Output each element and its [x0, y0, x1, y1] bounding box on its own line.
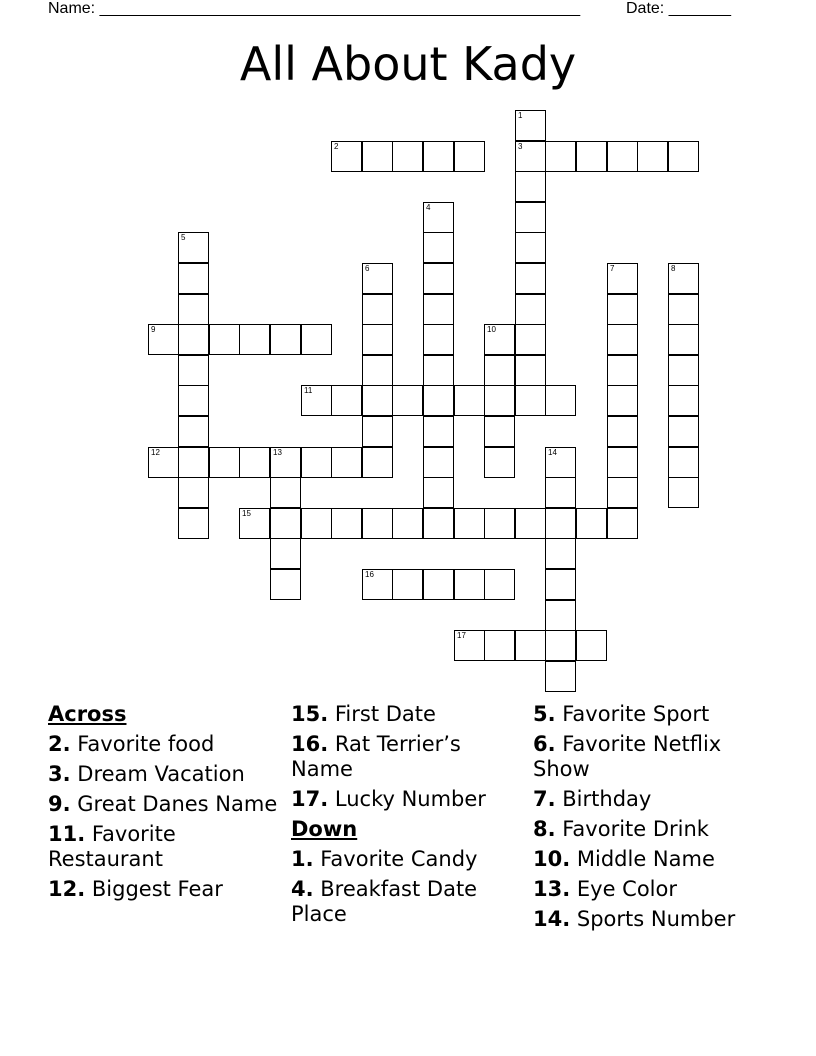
- grid-cell[interactable]: [362, 508, 393, 539]
- grid-cell[interactable]: [362, 355, 393, 386]
- clue-item-text: Favorite food: [70, 732, 215, 756]
- grid-cell[interactable]: [515, 355, 546, 386]
- grid-cell[interactable]: [331, 508, 362, 539]
- grid-cell[interactable]: [301, 447, 332, 478]
- grid-cell[interactable]: [423, 263, 454, 294]
- clue-number: 9: [151, 325, 156, 334]
- grid-cell[interactable]: [178, 477, 209, 508]
- grid-cell[interactable]: [515, 110, 546, 141]
- clue-item-number: 14.: [533, 907, 571, 931]
- grid-cell[interactable]: [607, 385, 638, 416]
- grid-cell[interactable]: [178, 385, 209, 416]
- grid-cell[interactable]: [239, 324, 270, 355]
- grid-cell[interactable]: [362, 385, 393, 416]
- grid-cell[interactable]: [178, 355, 209, 386]
- clue-item-text: Favorite Restaurant: [48, 822, 176, 871]
- grid-cell[interactable]: [239, 508, 270, 539]
- clue-number: 2: [334, 142, 339, 151]
- grid-cell[interactable]: [484, 355, 515, 386]
- grid-cell[interactable]: [423, 416, 454, 447]
- clue-item: [291, 877, 523, 927]
- grid-cell[interactable]: [423, 232, 454, 263]
- grid-cell[interactable]: [392, 141, 423, 172]
- clue-item-number: 8.: [533, 817, 556, 841]
- clue-item-number: 5.: [533, 702, 556, 726]
- grid-cell[interactable]: [331, 385, 362, 416]
- grid-cell[interactable]: [637, 141, 668, 172]
- grid-cell[interactable]: [178, 324, 209, 355]
- grid-cell[interactable]: [178, 508, 209, 539]
- grid-cell[interactable]: [484, 416, 515, 447]
- grid-cell[interactable]: [668, 385, 699, 416]
- clue-column-1: [48, 702, 280, 907]
- grid-cell[interactable]: [545, 600, 576, 631]
- grid-cell[interactable]: [668, 447, 699, 478]
- grid-cell[interactable]: [668, 477, 699, 508]
- clue-item: [533, 702, 773, 727]
- grid-cell[interactable]: [515, 508, 546, 539]
- grid-cell[interactable]: [545, 447, 576, 478]
- grid-cell[interactable]: [178, 447, 209, 478]
- clue-item-text: Lucky Number: [328, 787, 486, 811]
- grid-cell[interactable]: [454, 569, 485, 600]
- clue-item-text: First Date: [328, 702, 436, 726]
- clue-item: [533, 732, 773, 782]
- clue-item-text: Favorite Netflix Show: [533, 732, 722, 781]
- clue-item-text: Birthday: [555, 787, 652, 811]
- grid-cell[interactable]: [362, 416, 393, 447]
- grid-cell[interactable]: [484, 385, 515, 416]
- grid-cell[interactable]: [515, 385, 546, 416]
- page-title: All About Kady: [239, 37, 577, 91]
- clue-item-text: Biggest Fear: [85, 877, 223, 901]
- grid-cell[interactable]: [607, 416, 638, 447]
- grid-cell[interactable]: [515, 294, 546, 325]
- grid-cell[interactable]: [576, 508, 607, 539]
- clue-item: [48, 822, 280, 872]
- grid-cell[interactable]: [607, 141, 638, 172]
- grid-cell[interactable]: [607, 294, 638, 325]
- clue-number: 8: [671, 264, 676, 273]
- clue-heading: Across: [48, 702, 127, 726]
- grid-cell[interactable]: [515, 202, 546, 233]
- clue-number: 12: [151, 448, 160, 457]
- grid-cell[interactable]: [515, 630, 546, 661]
- grid-cell[interactable]: [545, 538, 576, 569]
- grid-cell[interactable]: [270, 538, 301, 569]
- grid-cell[interactable]: [515, 141, 546, 172]
- grid-cell[interactable]: [484, 508, 515, 539]
- clue-item-text: Middle Name: [570, 847, 715, 871]
- clue-item-text: Favorite Sport: [555, 702, 710, 726]
- grid-cell[interactable]: [423, 447, 454, 478]
- grid-cell[interactable]: [270, 569, 301, 600]
- clue-item: [48, 762, 280, 787]
- name-field[interactable]: Name: ______________________________________________________: [48, 0, 581, 17]
- clue-item-number: 2.: [48, 732, 71, 756]
- grid-cell[interactable]: [362, 263, 393, 294]
- clue-item: [533, 907, 773, 932]
- grid-cell[interactable]: [484, 324, 515, 355]
- grid-cell[interactable]: [607, 508, 638, 539]
- clue-number: 14: [548, 448, 557, 457]
- clue-heading: Down: [291, 817, 358, 841]
- grid-cell[interactable]: [148, 447, 179, 478]
- clue-number: 7: [610, 264, 615, 273]
- grid-cell[interactable]: [239, 447, 270, 478]
- grid-cell[interactable]: [178, 232, 209, 263]
- grid-cell[interactable]: [301, 324, 332, 355]
- grid-cell[interactable]: [331, 141, 362, 172]
- grid-cell[interactable]: [423, 324, 454, 355]
- clue-item: [48, 792, 280, 817]
- grid-cell[interactable]: [423, 477, 454, 508]
- grid-cell[interactable]: [515, 232, 546, 263]
- grid-cell[interactable]: [484, 569, 515, 600]
- clue-item-number: 12.: [48, 877, 86, 901]
- clue-item-number: 17.: [291, 787, 329, 811]
- clue-item-text: Breakfast Date Place: [291, 877, 478, 926]
- clue-item-number: 1.: [291, 847, 314, 871]
- grid-cell[interactable]: [454, 508, 485, 539]
- clue-item-number: 15.: [291, 702, 329, 726]
- grid-cell[interactable]: [484, 447, 515, 478]
- grid-cell[interactable]: [209, 324, 240, 355]
- grid-cell[interactable]: [454, 385, 485, 416]
- grid-cell[interactable]: [423, 385, 454, 416]
- clue-number: 17: [457, 631, 466, 640]
- grid-cell[interactable]: [668, 416, 699, 447]
- grid-cell[interactable]: [423, 355, 454, 386]
- grid-cell[interactable]: [484, 630, 515, 661]
- clue-item-text: Great Danes Name: [70, 792, 278, 816]
- clue-item-number: 16.: [291, 732, 329, 756]
- grid-cell[interactable]: [607, 447, 638, 478]
- clue-number: 6: [365, 264, 370, 273]
- grid-cell[interactable]: [392, 508, 423, 539]
- grid-cell[interactable]: [454, 141, 485, 172]
- clue-item-text: Favorite Drink: [555, 817, 709, 841]
- grid-cell[interactable]: [545, 385, 576, 416]
- grid-cell[interactable]: [301, 385, 332, 416]
- grid-cell[interactable]: [178, 416, 209, 447]
- clue-item: [533, 847, 773, 872]
- clue-number: 10: [487, 325, 496, 334]
- grid-cell[interactable]: [515, 263, 546, 294]
- clue-number: 3: [518, 142, 523, 151]
- clue-item: [291, 787, 523, 812]
- clue-item-number: 13.: [533, 877, 571, 901]
- grid-cell[interactable]: [515, 171, 546, 202]
- grid-cell[interactable]: [668, 324, 699, 355]
- grid-cell[interactable]: [668, 263, 699, 294]
- clue-item-number: 11.: [48, 822, 86, 846]
- clue-item: [291, 702, 523, 727]
- grid-cell[interactable]: [362, 324, 393, 355]
- grid-cell[interactable]: [545, 508, 576, 539]
- grid-cell[interactable]: [423, 508, 454, 539]
- grid-cell[interactable]: [423, 202, 454, 233]
- clue-number: 5: [181, 233, 186, 242]
- clue-number: 4: [426, 203, 431, 212]
- clue-item-text: Sports Number: [570, 907, 736, 931]
- clue-item-text: Dream Vacation: [70, 762, 245, 786]
- grid-cell[interactable]: [607, 477, 638, 508]
- grid-cell[interactable]: [668, 294, 699, 325]
- clue-column-3: [533, 702, 773, 937]
- grid-cell[interactable]: [668, 355, 699, 386]
- grid-cell[interactable]: [668, 141, 699, 172]
- clue-item: [533, 787, 773, 812]
- grid-cell[interactable]: [270, 477, 301, 508]
- clue-item-text: Eye Color: [570, 877, 677, 901]
- clue-item: [533, 817, 773, 842]
- clue-item-number: 10.: [533, 847, 571, 871]
- clue-number: 1: [518, 111, 523, 120]
- grid-cell[interactable]: [392, 385, 423, 416]
- grid-cell[interactable]: [148, 324, 179, 355]
- clue-item: [48, 877, 280, 902]
- grid-cell[interactable]: [545, 141, 576, 172]
- clue-number: 11: [304, 386, 313, 395]
- grid-cell[interactable]: [362, 294, 393, 325]
- clue-column-2: [291, 702, 523, 932]
- clue-number: 16: [365, 570, 374, 579]
- clue-item-number: 4.: [291, 877, 314, 901]
- grid-cell[interactable]: [607, 263, 638, 294]
- grid-cell[interactable]: [270, 447, 301, 478]
- grid-cell[interactable]: [576, 630, 607, 661]
- clue-item: [533, 877, 773, 902]
- clue-item-number: 7.: [533, 787, 556, 811]
- clue-item-number: 9.: [48, 792, 71, 816]
- grid-cell[interactable]: [454, 630, 485, 661]
- grid-cell[interactable]: [423, 294, 454, 325]
- grid-cell[interactable]: [545, 569, 576, 600]
- grid-cell[interactable]: [607, 355, 638, 386]
- clue-item-text: Favorite Candy: [313, 847, 478, 871]
- grid-cell[interactable]: [515, 324, 546, 355]
- grid-cell[interactable]: [270, 508, 301, 539]
- grid-cell[interactable]: [607, 324, 638, 355]
- grid-cell[interactable]: [362, 447, 393, 478]
- clue-item-text: Rat Terrier’s Name: [291, 732, 461, 781]
- clue-item: [291, 847, 523, 872]
- clue-item-number: 3.: [48, 762, 71, 786]
- clue-item-number: 6.: [533, 732, 556, 756]
- grid-cell[interactable]: [362, 569, 393, 600]
- grid-cell[interactable]: [545, 477, 576, 508]
- grid-cell[interactable]: [576, 141, 607, 172]
- clue-number: 13: [273, 448, 282, 457]
- grid-cell[interactable]: [331, 447, 362, 478]
- clue-item: [48, 732, 280, 757]
- grid-cell[interactable]: [270, 324, 301, 355]
- grid-cell[interactable]: [209, 447, 240, 478]
- grid-cell[interactable]: [545, 661, 576, 692]
- grid-cell[interactable]: [423, 569, 454, 600]
- clue-item: [291, 732, 523, 782]
- grid-cell[interactable]: [423, 141, 454, 172]
- grid-cell[interactable]: [178, 294, 209, 325]
- grid-cell[interactable]: [301, 508, 332, 539]
- grid-cell[interactable]: [178, 263, 209, 294]
- clue-number: 15: [242, 509, 251, 518]
- grid-cell[interactable]: [392, 569, 423, 600]
- grid-cell[interactable]: [545, 630, 576, 661]
- grid-cell[interactable]: [362, 141, 393, 172]
- date-field[interactable]: Date: _______: [626, 0, 731, 17]
